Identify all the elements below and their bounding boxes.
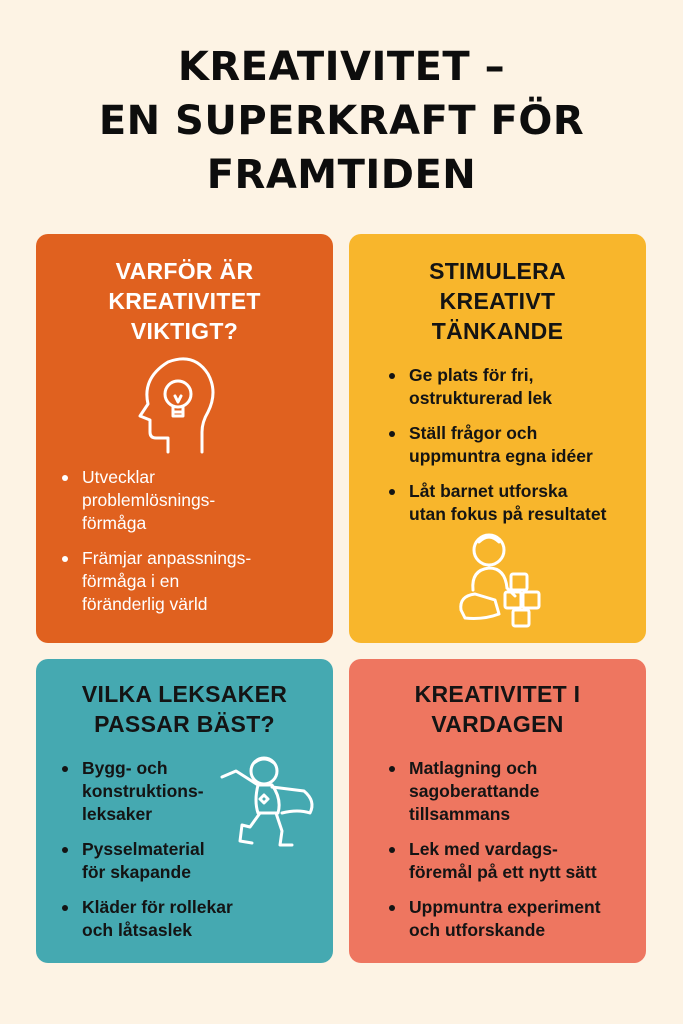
page-title-line: KREATIVITET –: [177, 44, 506, 90]
list-item-line: Utvecklar: [82, 467, 155, 487]
card-title-line: VIKTIGT?: [130, 318, 239, 344]
list-item-line: sagoberattande: [409, 781, 540, 801]
list-item-line: och låtsaslek: [82, 920, 192, 940]
list-item-line: Lek med vardags-: [409, 839, 558, 859]
list-item-line: föränderlig värld: [82, 594, 208, 614]
card-title: [36, 256, 333, 346]
card-title-line: KREATIVITET I: [414, 681, 581, 707]
list-item: [385, 480, 606, 526]
bullet-list: [58, 757, 233, 954]
list-item-line: Kläder för rollekar: [82, 897, 233, 917]
list-item-line: leksaker: [82, 804, 153, 824]
bullet-list: [58, 466, 251, 628]
list-item: [385, 838, 601, 884]
list-item-line: och utforskande: [409, 920, 546, 940]
list-item: [58, 896, 233, 942]
list-item-line: för skapande: [82, 862, 191, 882]
list-item-line: uppmuntra egna idéer: [409, 446, 593, 466]
page-title-line: EN SUPERKRAFT FÖR: [98, 98, 585, 144]
list-item-line: ostrukturerad lek: [409, 388, 552, 408]
page-title: [0, 40, 683, 202]
list-item-line: Matlagning och: [409, 758, 538, 778]
list-item-line: Ge plats för fri,: [409, 365, 534, 385]
list-item-line: problemlösnings-: [82, 490, 216, 510]
card-title-line: VARFÖR ÄR: [115, 258, 254, 284]
card-title: [36, 679, 333, 739]
card-title-line: KREATIVT: [439, 288, 556, 314]
superhero-child-icon: [216, 751, 320, 851]
list-item: [385, 896, 601, 942]
child-playing-blocks-icon: [453, 530, 549, 630]
list-item-line: tillsammans: [409, 804, 511, 824]
card-title-line: VILKA LEKSAKER: [81, 681, 288, 707]
list-item-line: förmåga i en: [82, 571, 180, 591]
list-item-line: utan fokus på resultatet: [409, 504, 607, 524]
card-why-creativity: [36, 234, 333, 643]
bullet-list: [385, 364, 606, 538]
list-item-line: förmåga: [82, 513, 147, 533]
list-item: [58, 757, 233, 826]
list-item-line: Låt barnet utforska: [409, 481, 568, 501]
list-item-line: Pysselmaterial: [82, 839, 205, 859]
list-item-line: föremål på ett nytt sätt: [409, 862, 597, 882]
bullet-list: [385, 757, 601, 954]
head-lightbulb-icon: [128, 352, 224, 456]
card-title-line: TÄNKANDE: [431, 318, 564, 344]
card-title-line: VARDAGEN: [431, 711, 564, 737]
card-title: [349, 679, 646, 739]
card-title-line: STIMULERA: [429, 258, 566, 284]
list-item: [385, 757, 601, 826]
list-item: [385, 364, 606, 410]
list-item-line: Bygg- och: [82, 758, 168, 778]
card-title-line: PASSAR BÄST?: [94, 711, 275, 737]
list-item-line: Ställ frågor och: [409, 423, 538, 443]
list-item-line: Främjar anpassnings-: [82, 548, 252, 568]
list-item: [58, 838, 233, 884]
list-item-line: konstruktions-: [82, 781, 204, 801]
card-everyday-creativity: [349, 659, 646, 963]
list-item: [58, 547, 251, 616]
list-item: [58, 466, 251, 535]
page-title-line: FRAMTIDEN: [206, 152, 477, 198]
list-item-line: Uppmuntra experiment: [409, 897, 601, 917]
card-which-toys: [36, 659, 333, 963]
card-title: [349, 256, 646, 346]
card-title-line: KREATIVITET: [108, 288, 261, 314]
list-item: [385, 422, 606, 468]
card-stimulate-thinking: [349, 234, 646, 643]
